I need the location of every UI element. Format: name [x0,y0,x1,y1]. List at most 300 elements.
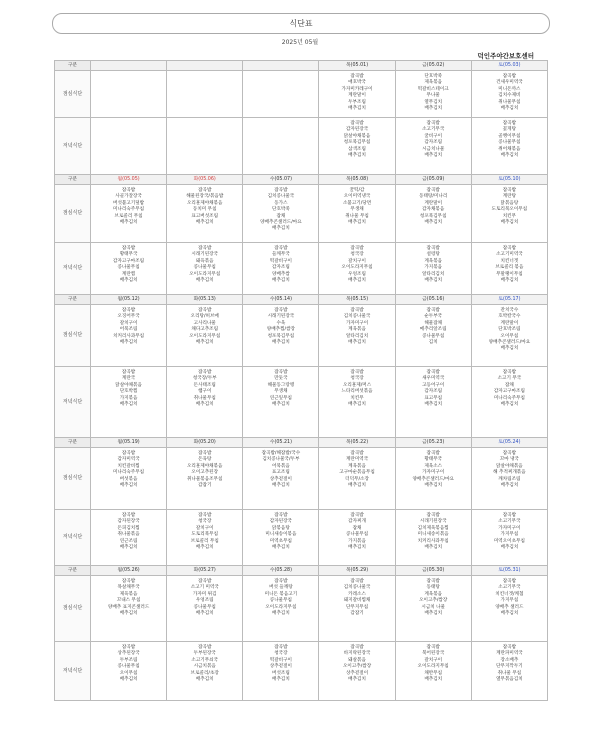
menu-item: 버섯 들깨탕 [269,585,293,591]
menu-item: 감자고구마조림 [493,389,525,395]
menu-item: 잡곡밥 [121,188,136,193]
menu-items [319,305,394,346]
dinner-menu-cell [395,510,471,566]
menu-item: 단호박찜 [119,389,138,395]
day-header: 목(05.08) [319,175,395,185]
day-header: 수(05.14) [243,295,319,305]
menu-item: 도토리묵오이무침 [491,207,528,213]
menu-item: 잡곡밥 [502,246,517,251]
menu-item: 만둣국 [274,376,288,382]
menu-item: 우엉조림 [348,271,366,277]
menu-item: 감자채볶음 [422,207,445,213]
menu-items [396,118,471,159]
menu-items [91,185,166,226]
dinner-label: 저녁식단 [55,118,91,175]
dinner-menu-cell [91,118,167,175]
menu-item: 콩나물무침 [117,664,140,670]
lunch-menu-cell [319,71,395,118]
menu-item: 감자된장국 [269,519,292,525]
menu-item: 김치콩나물국 [267,194,295,200]
menu-item: 도토리묵무침 [191,532,219,538]
menu-items [167,642,242,683]
header-label: 구분 [55,175,91,185]
menu-item: 오징어무국 [117,314,140,320]
menu-item: 치커리사과무침 [113,333,145,339]
menu-item: 시금치 나물 [421,604,446,610]
menu-items [319,448,394,489]
lunch-menu-cell [243,448,319,510]
menu-items [472,305,547,353]
menu-item: 계란말이 [500,320,519,326]
lunch-menu-cell [471,576,547,642]
menu-item: 해물동그랑땡 [267,382,295,388]
menu-item: 잡곡밥 [198,451,212,456]
day-header: 화(05.13) [167,295,243,305]
day-header: 금(05.23) [395,438,471,448]
menu-item: 돼육볶음 [195,258,214,264]
menu-item: 잡곡밥 [121,308,136,313]
menu-item: 배추김치 [272,483,290,489]
menu-item: 연근잎무침 [269,395,292,401]
menu-item: 쥐어채볶음 [498,146,521,152]
menu-item: 콩나물무침 [117,265,140,271]
lunch-menu-cell [91,448,167,510]
lunch-menu-cell [395,71,471,118]
menu-item: 무말랭이무침 [496,271,523,277]
menu-item: 오이고추/쌈장 [419,598,448,604]
menu-items [396,576,471,617]
menu-item: 무생채 [274,389,288,395]
menu-item: 소고기무국 [422,127,445,133]
menu-item: 오리훈제야채볶음 [186,463,223,469]
menu-item: 잡곡밥 [198,645,212,650]
menu-item: 감자미역국 [117,457,140,463]
menu-item: 상추겉절이 [345,670,369,676]
dinner-menu-cell [471,367,547,438]
menu-item: 가지볶음 [119,395,138,401]
lunch-menu-cell [167,448,243,510]
menu-item: 잡곡밥 [121,370,136,375]
menu-item: 우엉조림 [195,598,214,604]
menu-item: 계육볶음 [348,463,366,469]
menu-item: 미나리숙주무침 [113,470,145,476]
dinner-menu-cell [319,243,395,295]
lunch-menu-cell [167,71,243,118]
menu-item: 가지볶음 [424,265,443,271]
menu-item: 미나리숙주무침 [113,207,145,213]
menu-items [319,576,394,617]
menu-item: 두부조림 [348,99,366,105]
menu-item: 배추김치 [424,483,443,489]
menu-item: 계란파미역국 [496,651,523,657]
menu-item: 잡곡밥 [274,645,288,650]
menu-item: 굴비구이 [424,133,443,139]
dinner-menu-cell [243,243,319,295]
menu-items [91,118,166,121]
menu-item: 잡곡밥 [121,451,136,456]
menu-item: 계란찜 [121,271,136,277]
menu-item: 연근조림 [119,538,138,544]
menu-item: 배추김치 [348,483,366,489]
menu-item: 수육 [276,320,286,326]
menu-item: 오리훈제/머스 [342,382,372,388]
menu-item: 잡곡밥 [198,188,212,193]
menu-item: 단호박죽 [424,74,443,79]
menu-item: 브로콜리 무침 [190,538,219,544]
menu-items [91,243,166,284]
period-label: 2025년 05월 [281,39,319,46]
menu-item: 잡곡밥 [502,370,517,375]
week-header-row [55,175,548,185]
menu-item: 브로콜리/초장 [190,670,219,676]
menu-item: 잡곡밥 [350,451,364,456]
menu-item: 잡곡밥 [502,121,517,126]
menu-item: 치킨너겟 [500,258,519,264]
menu-items [91,642,166,683]
menu-item: 배추김치 [119,677,138,683]
lunch-row [55,576,548,642]
menu-item: 감자조림 [272,265,290,271]
menu-item: 돈피김치찜 [117,525,140,531]
menu-item: 배추김치 [424,545,443,551]
menu-items [167,576,242,617]
menu-item: 고구마순볶음무침 [339,470,375,476]
menu-item: 상추겉절이 [269,664,292,670]
menu-item: 닭볶음탕 [272,525,290,531]
menu-item: 잡곡밥 [350,645,364,650]
menu-items [243,185,318,233]
lunch-menu-cell [395,185,471,243]
title-text: 식단표 [289,19,313,28]
menu-item: 청포묵김무침 [419,213,447,219]
menu-item: 시래기된장국 [267,314,295,320]
menu-item: 오이도라지무침 [417,664,449,670]
menu-item: 제육볶음 [119,591,138,597]
menu-item: 배추김치 [119,483,138,489]
menu-item: 치킨무 [502,213,517,219]
menu-items [91,305,166,346]
menu-items [319,510,394,551]
menu-item: 열무김치 [424,99,443,105]
menu-item: 가자미구이 [498,525,521,531]
menu-item: 사골가잘장국 [115,194,142,200]
dinner-menu-cell [395,118,471,175]
lunch-menu-cell [243,305,319,367]
menu-item: 배추김치 [272,340,290,346]
menu-item: 잡곡밥 [274,246,288,251]
menu-item: 소고기무쇠국 [191,657,219,663]
header-label: 구분 [55,61,91,71]
menu-items [472,118,547,159]
menu-items [167,305,242,346]
menu-item: 돼지갈비찜채 [343,598,371,604]
menu-items [472,71,547,112]
menu-item: 잡곡밥 [198,579,212,584]
menu-item: 양배추콘샐러드/마요 [412,476,454,482]
menu-item: 동태탕/미나리 [419,194,448,200]
dinner-menu-cell [167,243,243,295]
menu-item: 배추김치 [500,611,519,617]
menu-item: 감자찌개 [348,519,366,525]
menu-item: 두부조림 [119,657,138,663]
menu-item: 표고조림 [272,470,290,476]
dinner-menu-cell [91,642,167,701]
menu-item: 잡곡밥 [426,451,440,456]
dinner-menu-cell [243,510,319,566]
menu-item: 소고기미역국 [496,252,523,258]
menu-items [167,243,242,284]
menu-item: 배추김치 [500,106,519,112]
day-header: 목(05.15) [319,295,395,305]
lunch-menu-cell [471,305,547,367]
menu-item: 잡곡밥 [426,370,440,375]
menu-item: 잡곡밥 [502,451,517,456]
menu-item: 소고기 미역국 [190,585,219,591]
menu-item: 알타리김치 [345,333,369,339]
lunch-menu-cell [471,71,547,118]
week-header-row [55,295,548,305]
dinner-row [55,510,548,566]
menu-item: 청국장 [350,252,364,258]
menu-item: 제육볶음 [424,80,443,86]
menu-item: 단무지무침 [345,604,369,610]
menu-item: 가지무침 [500,598,519,604]
menu-item: 갈치구이 [424,657,443,663]
menu-items [243,510,318,551]
menu-items [167,185,242,226]
lunch-menu-cell [319,305,395,367]
menu-item: 상추된장국 [117,651,140,657]
menu-item: 배추김치 [272,545,290,551]
menu-item: 꼬내스 무침 [116,598,141,604]
lunch-label: 점심식단 [55,185,91,243]
menu-item: 잔치국수 [500,308,519,313]
menu-item: 취나물볶음조무침 [186,476,223,482]
menu-item: 계란말이 [424,200,443,206]
menu-item: 오이미역냉국 [343,194,371,200]
dinner-menu-cell [319,367,395,438]
menu-item: 떡갈비구이 [269,657,292,663]
menu-item: 시금치나물 [422,146,445,152]
menu-item: 돈육탕 [198,457,212,463]
menu-item: 새우미역국 [422,376,445,382]
menu-item: 배추김치 [348,220,366,226]
menu-item: 갈치구이 [195,525,214,531]
dinner-menu-cell [395,367,471,438]
menu-item: 치킨너겟/케첩 [495,591,524,597]
menu-item: 치킨갈비찜 [117,463,140,469]
menu-item: 가지무침 [500,532,519,538]
menu-item: 고등어구이 [422,382,445,388]
menu-item: 청국장 [274,651,288,657]
menu-item: 삼색조림 [348,146,366,152]
menu-item: 청국장/두부 [192,376,217,382]
menu-item: 취나물무침 [498,99,521,105]
menu-item: 배추김치 [348,402,366,408]
menu-table [54,60,548,701]
menu-item: 건새우미역국 [496,80,523,86]
menu-item: 배추김치 [119,402,138,408]
day-header: 수(05.21) [243,438,319,448]
menu-item: 잡채 [276,213,286,219]
menu-item: 배추김치 [348,340,366,346]
menu-item: 잡곡밥 [121,579,136,584]
menu-item: 잡곡밥 [350,513,364,518]
menu-items [167,510,242,551]
menu-item: 단호박죽 [272,207,290,213]
menu-item: 메추리알조림 [419,327,447,333]
menu-item: 상추겉절이 [269,476,292,482]
menu-item: 배추김치 [272,402,290,408]
menu-item: 김치콩나물국/두부 [262,457,300,463]
menu-item: 콩나물무침 [422,333,445,339]
menu-item: 잡곡밥 [274,370,288,375]
menu-item: 잡곡밥 [121,645,136,650]
menu-item: 돼살볶음 [348,657,366,663]
menu-item: 목살채무국 [117,585,140,591]
day-header: 목(05.29) [319,566,395,576]
menu-items [319,118,394,159]
day-header: 수(05.28) [243,566,319,576]
menu-item: 취나물 무침 [497,670,522,676]
lunch-menu-cell [395,576,471,642]
menu-item: 순두부국 [424,314,443,320]
menu-item: 배추김치 [500,483,519,489]
menu-item: 배추김치 [500,220,519,226]
menu-item: 잡채 [504,382,514,388]
menu-item: 오이무침 [500,333,519,339]
menu-item: 두부된장국 [193,651,216,657]
lunch-row [55,71,548,118]
week-header-row [55,566,548,576]
menu-item: 해물된장국/볶음밥 [186,194,224,200]
menu-item: 배추김치 [500,402,519,408]
lunch-label: 점심식단 [55,71,91,118]
menu-items [243,305,318,346]
menu-item: 오이도라지무침 [189,271,221,277]
week-header-row [55,61,548,71]
menu-item: 배추김치 [119,545,138,551]
menu-item: 배추김치 [195,278,214,284]
menu-item: 북어된장국 [422,651,445,657]
menu-items [396,305,471,346]
menu-item: 계란탕 [502,194,517,200]
page-title [52,13,550,34]
menu-item: 김치수제비 [498,93,521,99]
menu-item: 청포묵김무침 [343,140,371,146]
menu-item: 감잡기 [350,611,364,617]
menu-item: 애호박국 [348,80,366,86]
menu-items [396,243,471,284]
menu-item: 배추김치 [500,278,519,284]
menu-items [396,642,471,683]
menu-item: 김치제육볶음찜 [417,525,449,531]
menu-items [91,448,166,489]
day-header: 목(05.22) [319,438,395,448]
menu-item: 배추김치 [119,220,138,226]
menu-items [91,510,166,551]
menu-item: 취나물볶음 [117,532,140,538]
menu-item: 계란말이 [348,93,366,99]
dinner-row [55,367,548,438]
lunch-menu-cell [471,185,547,243]
menu-item: 잡곡밥/해잡밥/국수 [261,451,301,456]
day-header: 금(05.30) [395,566,471,576]
menu-item: 꼬마 냉국 [499,457,519,463]
menu-item: 더덕무/소장 [345,476,369,482]
menu-item: 닭살야채볶음 [496,463,523,469]
menu-item: 배추김치 [500,153,519,159]
menu-item: 배추김치 [424,153,443,159]
menu-item: 호박칼국수 [498,314,521,320]
menu-item: 잡곡밥 [198,246,212,251]
menu-item: 잡곡밥 [274,308,288,313]
menu-items [472,642,547,683]
menu-items [91,576,166,617]
menu-item: 닭살야채볶음 [115,382,142,388]
menu-item: 닭살야채볶음 [343,133,371,139]
menu-item: 버섯조림 [272,670,290,676]
menu-item: 브로콜리 무침 [114,213,143,219]
menu-item: 배추김치 [424,220,443,226]
menu-items [243,118,318,121]
menu-item: 배추김치 [424,106,443,112]
lunch-menu-cell [167,305,243,367]
menu-item: 시래기된장국 [419,519,447,525]
day-header: 수(05.07) [243,175,319,185]
menu-items [396,448,471,489]
lunch-label: 점심식단 [55,448,91,510]
menu-item: 해 추적찌개볶음 [493,470,526,476]
menu-item: 미니새송이볶음 [417,532,449,538]
menu-item: 황태무국 [424,457,443,463]
day-header: 화(05.06) [167,175,243,185]
menu-item: 들깨무국 [272,252,290,258]
menu-item: 배추김치 [272,226,290,232]
menu-item: 양배추 샐러드 [495,604,524,610]
menu-item: 배추김치 [195,340,214,346]
day-header: 금(05.02) [395,61,471,71]
menu-item: 오이도라지무침 [341,265,373,271]
menu-item: 닭볶음탕 [500,200,519,206]
dinner-label: 저녁식단 [55,510,91,566]
menu-item: 배추김치 [348,106,366,112]
menu-item: 잡곡밥 [274,579,288,584]
menu-item: 어묵조림 [119,327,138,333]
menu-item: 제육소스 [424,463,443,469]
menu-item: 소고기 무국 [497,376,522,382]
lunch-menu-cell [243,576,319,642]
menu-items [243,576,318,617]
menu-item: 치커리사과무침 [417,538,449,544]
lunch-menu-cell [395,448,471,510]
menu-item: 가자미구이 [345,320,369,326]
day-header: 토(05.31) [471,566,547,576]
menu-item: 김치 [428,340,438,346]
menu-item: 감자조림 [424,389,443,395]
menu-item: 배추김치 [348,278,366,284]
menu-item: 햄구이 [198,389,212,395]
menu-item: 카레소스 [348,591,366,597]
menu-item: 어묵볶음 [272,463,290,469]
day-header: 토(05.03) [471,61,547,71]
menu-item: 꽃게탕 [502,127,517,133]
menu-items [472,367,547,408]
dinner-menu-cell [243,642,319,701]
menu-item: 잡곡밥 [350,370,364,375]
menu-item: 배추김치 [424,402,443,408]
menu-item: 잡곡밥 [502,513,517,518]
